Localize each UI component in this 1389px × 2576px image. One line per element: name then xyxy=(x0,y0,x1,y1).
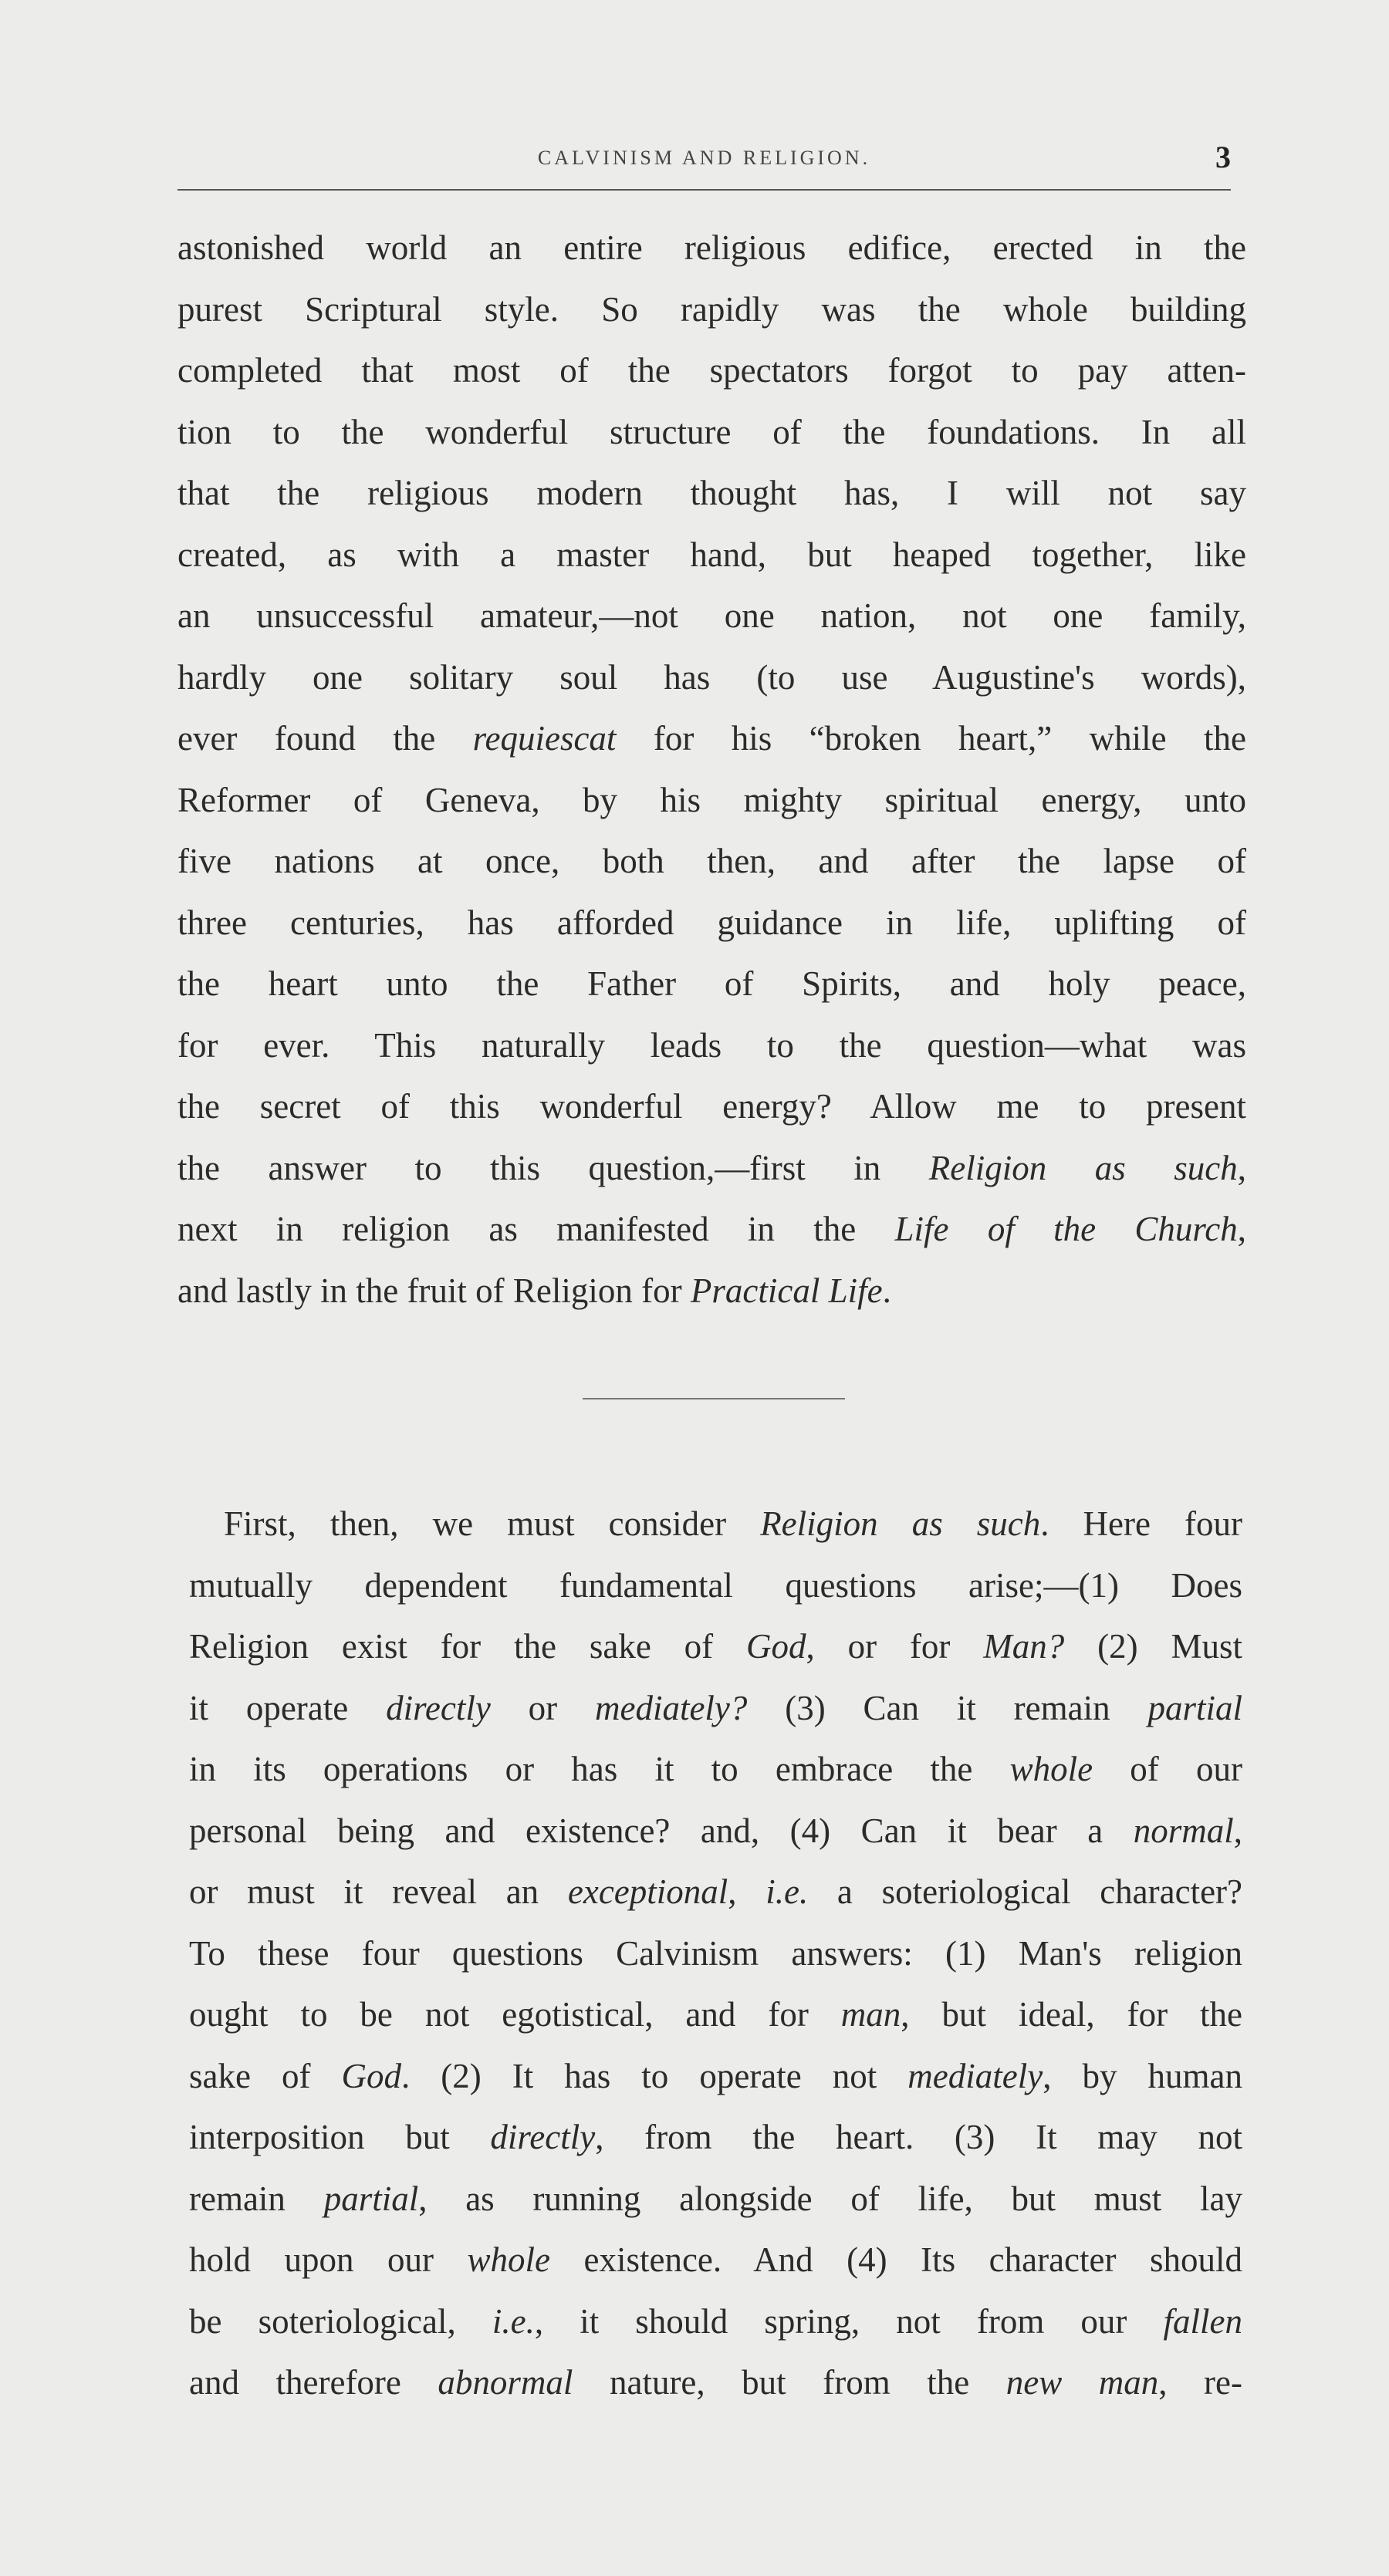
text-line xyxy=(189,2291,1242,2353)
text-run: (3) Can it remain xyxy=(747,1688,1148,1727)
text-line xyxy=(177,831,1246,893)
text-run: for his “broken heart,” while the xyxy=(616,719,1246,758)
text-line xyxy=(177,1199,1246,1261)
text-run: the heart unto the Father of Spirits, and holy peace, xyxy=(177,964,1246,1003)
running-header xyxy=(177,136,1231,174)
italic-text: new man xyxy=(1005,2363,1159,2402)
italic-text: requiescat xyxy=(472,719,617,758)
text-run: purest Scriptural style. So rapidly was the whole building xyxy=(177,289,1246,329)
italic-text: Life of the Church xyxy=(894,1210,1238,1248)
text-line xyxy=(177,1076,1246,1138)
text-run: . (2) It has to operate not xyxy=(401,2056,908,2095)
text-run: be soteriological, xyxy=(189,2301,492,2341)
text-line xyxy=(177,647,1246,709)
text-run: ever found the xyxy=(177,719,473,758)
text-run: mutually dependent fundamental questions arise;—(1) Does xyxy=(189,1565,1242,1605)
text-run: To these four questions Calvinism answers: (1) Man's religion xyxy=(189,1933,1242,1973)
text-run: the answer to this question,—first in xyxy=(177,1148,929,1187)
text-run: three centuries, has afforded guidance in life, uplifting of xyxy=(177,903,1246,942)
text-line xyxy=(177,218,1246,279)
paragraph-2 xyxy=(189,1494,1242,2414)
text-line xyxy=(177,893,1246,954)
text-line xyxy=(177,340,1246,402)
text-run: First, then, we must consider xyxy=(224,1504,761,1543)
text-line xyxy=(189,1678,1242,1740)
italic-text: Religion as such xyxy=(760,1504,1041,1543)
italic-text: i.e. xyxy=(492,2301,535,2341)
text-run: hardly one solitary soul has (to use Augustine's words), xyxy=(177,657,1246,697)
text-run: personal being and existence? and, (4) Can it bear a xyxy=(189,1811,1134,1850)
text-line xyxy=(177,1138,1246,1200)
text-run: , or for xyxy=(806,1627,984,1666)
text-run: five nations at once, both then, and after the lapse of xyxy=(177,842,1246,880)
text-run: and lastly in the fruit of Religion for xyxy=(177,1271,691,1310)
text-run: , xyxy=(1237,1210,1246,1248)
text-run: existence. And (4) Its character should xyxy=(550,2240,1242,2279)
text-line xyxy=(177,279,1246,341)
text-line xyxy=(177,463,1246,525)
text-line xyxy=(189,1984,1242,2046)
text-line xyxy=(189,1555,1242,1617)
italic-text: directly xyxy=(490,2118,596,2156)
text-run: ought to be not egotistical, and for xyxy=(189,1995,841,2034)
text-line xyxy=(177,402,1246,464)
italic-text: normal xyxy=(1133,1811,1234,1850)
page-number: 3 xyxy=(1215,140,1231,174)
text-line xyxy=(177,954,1246,1015)
text-line xyxy=(189,1739,1242,1801)
text-run: and therefore xyxy=(189,2363,438,2402)
italic-text: whole xyxy=(1009,1750,1093,1788)
text-run: remain xyxy=(189,2179,324,2218)
text-run: that the religious modern thought has, I will not say xyxy=(177,474,1246,512)
text-run: or must it reveal an xyxy=(189,1872,568,1911)
text-line xyxy=(189,2352,1242,2414)
text-run: tion to the wonderful structure of the foundations. In all xyxy=(177,412,1246,451)
italic-text: exceptional xyxy=(567,1872,728,1911)
text-line xyxy=(177,1261,1246,1322)
text-run: , xyxy=(1237,1148,1246,1187)
text-run: completed that most of the spectators forgot to pay atten- xyxy=(177,351,1246,390)
text-run: (2) Must xyxy=(1064,1627,1242,1666)
text-run: , but ideal, for the xyxy=(901,1995,1242,2034)
running-title: CALVINISM AND RELIGION. xyxy=(537,147,871,169)
text-line xyxy=(177,1015,1246,1077)
italic-text: partial xyxy=(1147,1688,1242,1727)
text-run: , xyxy=(1233,1811,1242,1850)
header-rule xyxy=(177,189,1231,191)
text-run: Religion exist for the sake of xyxy=(189,1627,746,1666)
text-run: in its operations or has it to embrace the xyxy=(189,1750,1010,1788)
italic-text: mediately? xyxy=(594,1688,748,1727)
text-run: or xyxy=(490,1688,595,1727)
text-run: hold upon our xyxy=(189,2240,468,2279)
text-line xyxy=(189,2107,1242,2169)
italic-text: directly xyxy=(386,1688,491,1727)
text-run: next in religion as manifested in the xyxy=(177,1210,895,1248)
paragraph-1 xyxy=(177,218,1246,1322)
text-run: , it should spring, not from our xyxy=(534,2301,1164,2341)
italic-text: fallen xyxy=(1163,2301,1243,2341)
text-run: an unsuccessful amateur,—not one nation, not one family, xyxy=(177,596,1246,635)
text-line xyxy=(189,2046,1242,2108)
text-run: , by human xyxy=(1043,2056,1242,2095)
text-line xyxy=(189,1862,1242,1923)
text-run: interposition but xyxy=(189,2118,491,2156)
text-run: . xyxy=(882,1271,891,1310)
text-line xyxy=(177,525,1246,586)
italic-text: God xyxy=(746,1627,806,1666)
text-run: the secret of this wonderful energy? Allow me to present xyxy=(177,1087,1246,1126)
text-run: astonished world an entire religious edifice, erected in the xyxy=(177,228,1246,267)
text-run: of our xyxy=(1093,1750,1242,1788)
italic-text: man xyxy=(840,1995,901,2034)
italic-text: God xyxy=(341,2056,401,2095)
section-divider xyxy=(583,1398,845,1399)
text-line xyxy=(177,708,1246,770)
italic-text: whole xyxy=(467,2240,550,2279)
italic-text: partial xyxy=(323,2179,419,2218)
text-line xyxy=(189,1801,1242,1862)
text-run: , as running alongside of life, but must lay xyxy=(418,2179,1243,2218)
text-run: . Here four xyxy=(1040,1504,1242,1543)
text-run: for ever. This naturally leads to the question—what was xyxy=(177,1025,1246,1065)
text-run: a soteriological character? xyxy=(808,1872,1243,1911)
italic-text: abnormal xyxy=(438,2363,573,2402)
text-run: nature, but from the xyxy=(573,2363,1006,2402)
text-run: , from the heart. (3) It may not xyxy=(595,2118,1242,2156)
text-run: it operate xyxy=(189,1688,387,1727)
italic-text: i.e. xyxy=(765,1872,809,1911)
text-line xyxy=(177,770,1246,832)
text-line xyxy=(189,2169,1242,2230)
italic-text: Man? xyxy=(983,1627,1065,1666)
italic-text: mediately xyxy=(907,2056,1043,2095)
text-line xyxy=(189,1616,1242,1678)
text-run: , re- xyxy=(1158,2363,1242,2402)
italic-text: Religion as such xyxy=(928,1148,1238,1187)
text-line xyxy=(189,2230,1242,2291)
text-run: , xyxy=(728,1872,766,1911)
italic-text: Practical Life xyxy=(690,1271,883,1310)
text-line xyxy=(189,1923,1242,1985)
text-run: Reformer of Geneva, by his mighty spiritual energy, unto xyxy=(177,780,1246,819)
text-line xyxy=(177,586,1246,647)
text-run: sake of xyxy=(189,2056,342,2095)
text-run: created, as with a master hand, but heaped together, like xyxy=(177,535,1246,574)
text-line xyxy=(189,1494,1242,1555)
